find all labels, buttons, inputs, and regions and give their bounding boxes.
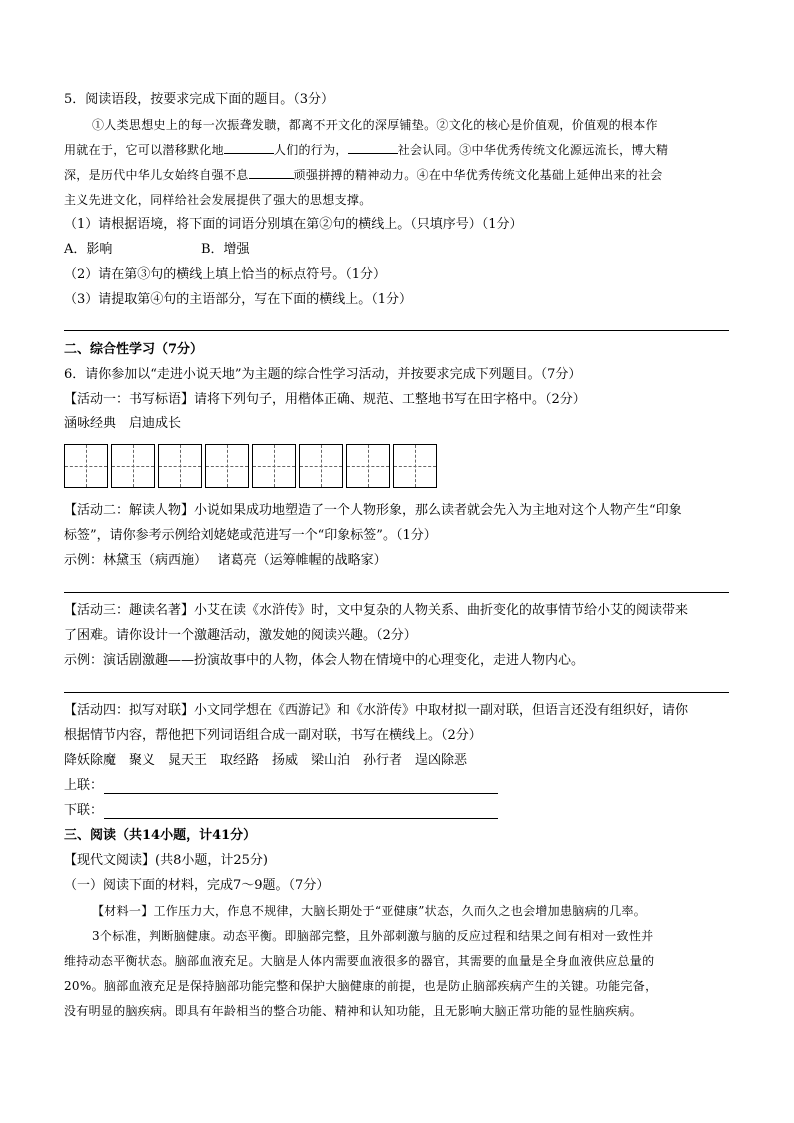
q5-passage-text: 顽强拼搏的精神动力。④在中华优秀传统文化基础上延伸出来的社会	[293, 168, 663, 182]
activity-1: 【活动一：书写标语】请将下列句子，用楷体正确、规范、工整地书写在田字格中。（2分）	[64, 392, 586, 407]
activity-4-words: 降妖除魔 聚义 晁天王 取经路 扬威 梁山泊 孙行者 逞凶除恶	[64, 753, 468, 768]
q5-passage-line-1: ①人类思想史上的每一次振聋发聩，都离不开文化的深厚铺垫。②文化的核心是价值观，价值观的根本作	[92, 118, 658, 132]
answer-line-q5[interactable]	[64, 330, 729, 331]
activity-1-text: 涵咏经典 启迪成长	[64, 416, 182, 431]
writing-cell[interactable]	[158, 444, 202, 488]
q5-sub2: （2）请在第③句的横线上填上恰当的标点符号。（1分）	[64, 267, 387, 282]
q6-title: 6．请你参加以“走进小说天地”为主题的综合性学习活动，并按要求完成下列题目。（7分）	[64, 367, 582, 382]
writing-cell[interactable]	[299, 444, 343, 488]
fill-blank-2[interactable]	[348, 140, 398, 154]
activity-4-line-1: 【活动四：拟写对联】小文同学想在《西游记》和《水浒传》中取材拟一副对联，但语言还没有组织好，请你	[64, 703, 689, 718]
q5-passage-line-3	[64, 165, 663, 185]
material-1-line-3: 维持动态平衡状态。脑部血液充足。大脑是人体内需要血液很多的器官，其需要的血量是全身血液供应总量的	[64, 954, 655, 968]
activity-3-line-1: 【活动三：趣读名著】小艾在读《水浒传》时，文中复杂的人物关系、曲折变化的故事情节给小艾的阅读带来	[64, 603, 689, 618]
writing-cell[interactable]	[346, 444, 390, 488]
answer-line-activity-3[interactable]	[64, 692, 729, 693]
material-1-line-1: 【材料一】工作压力大，作息不规律，大脑长期处于“亚健康”状态，久而久之也会增加患脑病的几率。	[92, 904, 647, 918]
q5-passage-text: 人们的行为，	[273, 143, 348, 157]
fill-blank-3[interactable]	[249, 165, 294, 179]
writing-cell[interactable]	[252, 444, 296, 488]
modern-reading-heading: 【现代文阅读】(共8小题，计25分)	[64, 853, 268, 868]
lower-couplet-line[interactable]	[104, 818, 498, 819]
upper-couplet-line[interactable]	[104, 793, 498, 794]
q5-sub3: （3）请提取第④句的主语部分，写在下面的横线上。（1分）	[64, 292, 413, 307]
activity-4-line-2: 根据情节内容，帮他把下列词语组合成一副对联，书写在横线上。（2分）	[64, 728, 482, 743]
activity-3-line-2: 了困难。请你设计一个激趣活动，激发她的阅读兴趣。（2分）	[64, 628, 417, 643]
q5-title: 5．阅读语段，按要求完成下面的题目。（3分）	[64, 92, 335, 107]
section-2-title: 二、综合性学习（7分）	[64, 342, 204, 357]
upper-couplet-label: 上联：	[64, 778, 104, 793]
q5-option-b: B．增强	[201, 242, 250, 257]
q5-passage-line-2	[64, 140, 668, 160]
part-1-heading: （一）阅读下面的材料，完成7～9题。（7分）	[64, 878, 330, 893]
writing-cell[interactable]	[111, 444, 155, 488]
activity-2-line-2: 标签”，请你参考示例给刘姥姥或范进写一个“印象标签”。（1分）	[64, 528, 437, 543]
q5-sub1: （1）请根据语境，将下面的词语分别填在第②句的横线上。（只填序号）（1分）	[64, 217, 523, 232]
activity-2-line-1: 【活动二：解读人物】小说如果成功地塑造了一个人物形象，那么读者就会先入为主地对这个人物产生“印象	[64, 503, 682, 518]
section-3-title: 三、阅读（共14小题，计41分）	[64, 828, 257, 843]
q5-passage-line-4: 主义先进文化，同样给社会发展提供了强大的思想支撑。	[64, 193, 372, 207]
writing-cell[interactable]	[64, 444, 108, 488]
writing-cell[interactable]	[393, 444, 437, 488]
activity-2-example: 示例：林黛玉（病西施） 诸葛亮（运筹帷幄的战略家）	[64, 553, 387, 568]
material-1-line-5: 没有明显的脑疾病。即具有年龄相当的整合功能、精神和认知功能，且无影响大脑正常功能的显性脑疾病。	[64, 1004, 643, 1018]
material-1-line-4: 20%。脑部血液充足是保持脑部功能完整和保护大脑健康的前提，也是防止脑部疾病产生的关键。功能完备，	[64, 979, 658, 993]
q5-passage-text: 用就在于，它可以潜移默化地	[64, 143, 224, 157]
fill-blank-1[interactable]	[224, 140, 274, 154]
lower-couplet-label: 下联：	[64, 803, 104, 818]
q5-passage-text: 深，是历代中华儿女始终自强不息	[64, 168, 249, 182]
activity-3-example: 示例：演话剧激趣——扮演故事中的人物，体会人物在情境中的心理变化，走进人物内心。	[64, 653, 585, 668]
q5-passage-text: 社会认同。③中华优秀传统文化源远流长，博大精	[397, 143, 669, 157]
answer-line-activity-2[interactable]	[64, 592, 729, 593]
tianzige-grid	[64, 444, 437, 488]
material-1-line-2: 3个标准，判断脑健康。动态平衡。即脑部完整，且外部刺激与脑的反应过程和结果之间有相对一致性并	[92, 929, 654, 943]
q5-option-a: A．影响	[64, 242, 113, 257]
writing-cell[interactable]	[205, 444, 249, 488]
